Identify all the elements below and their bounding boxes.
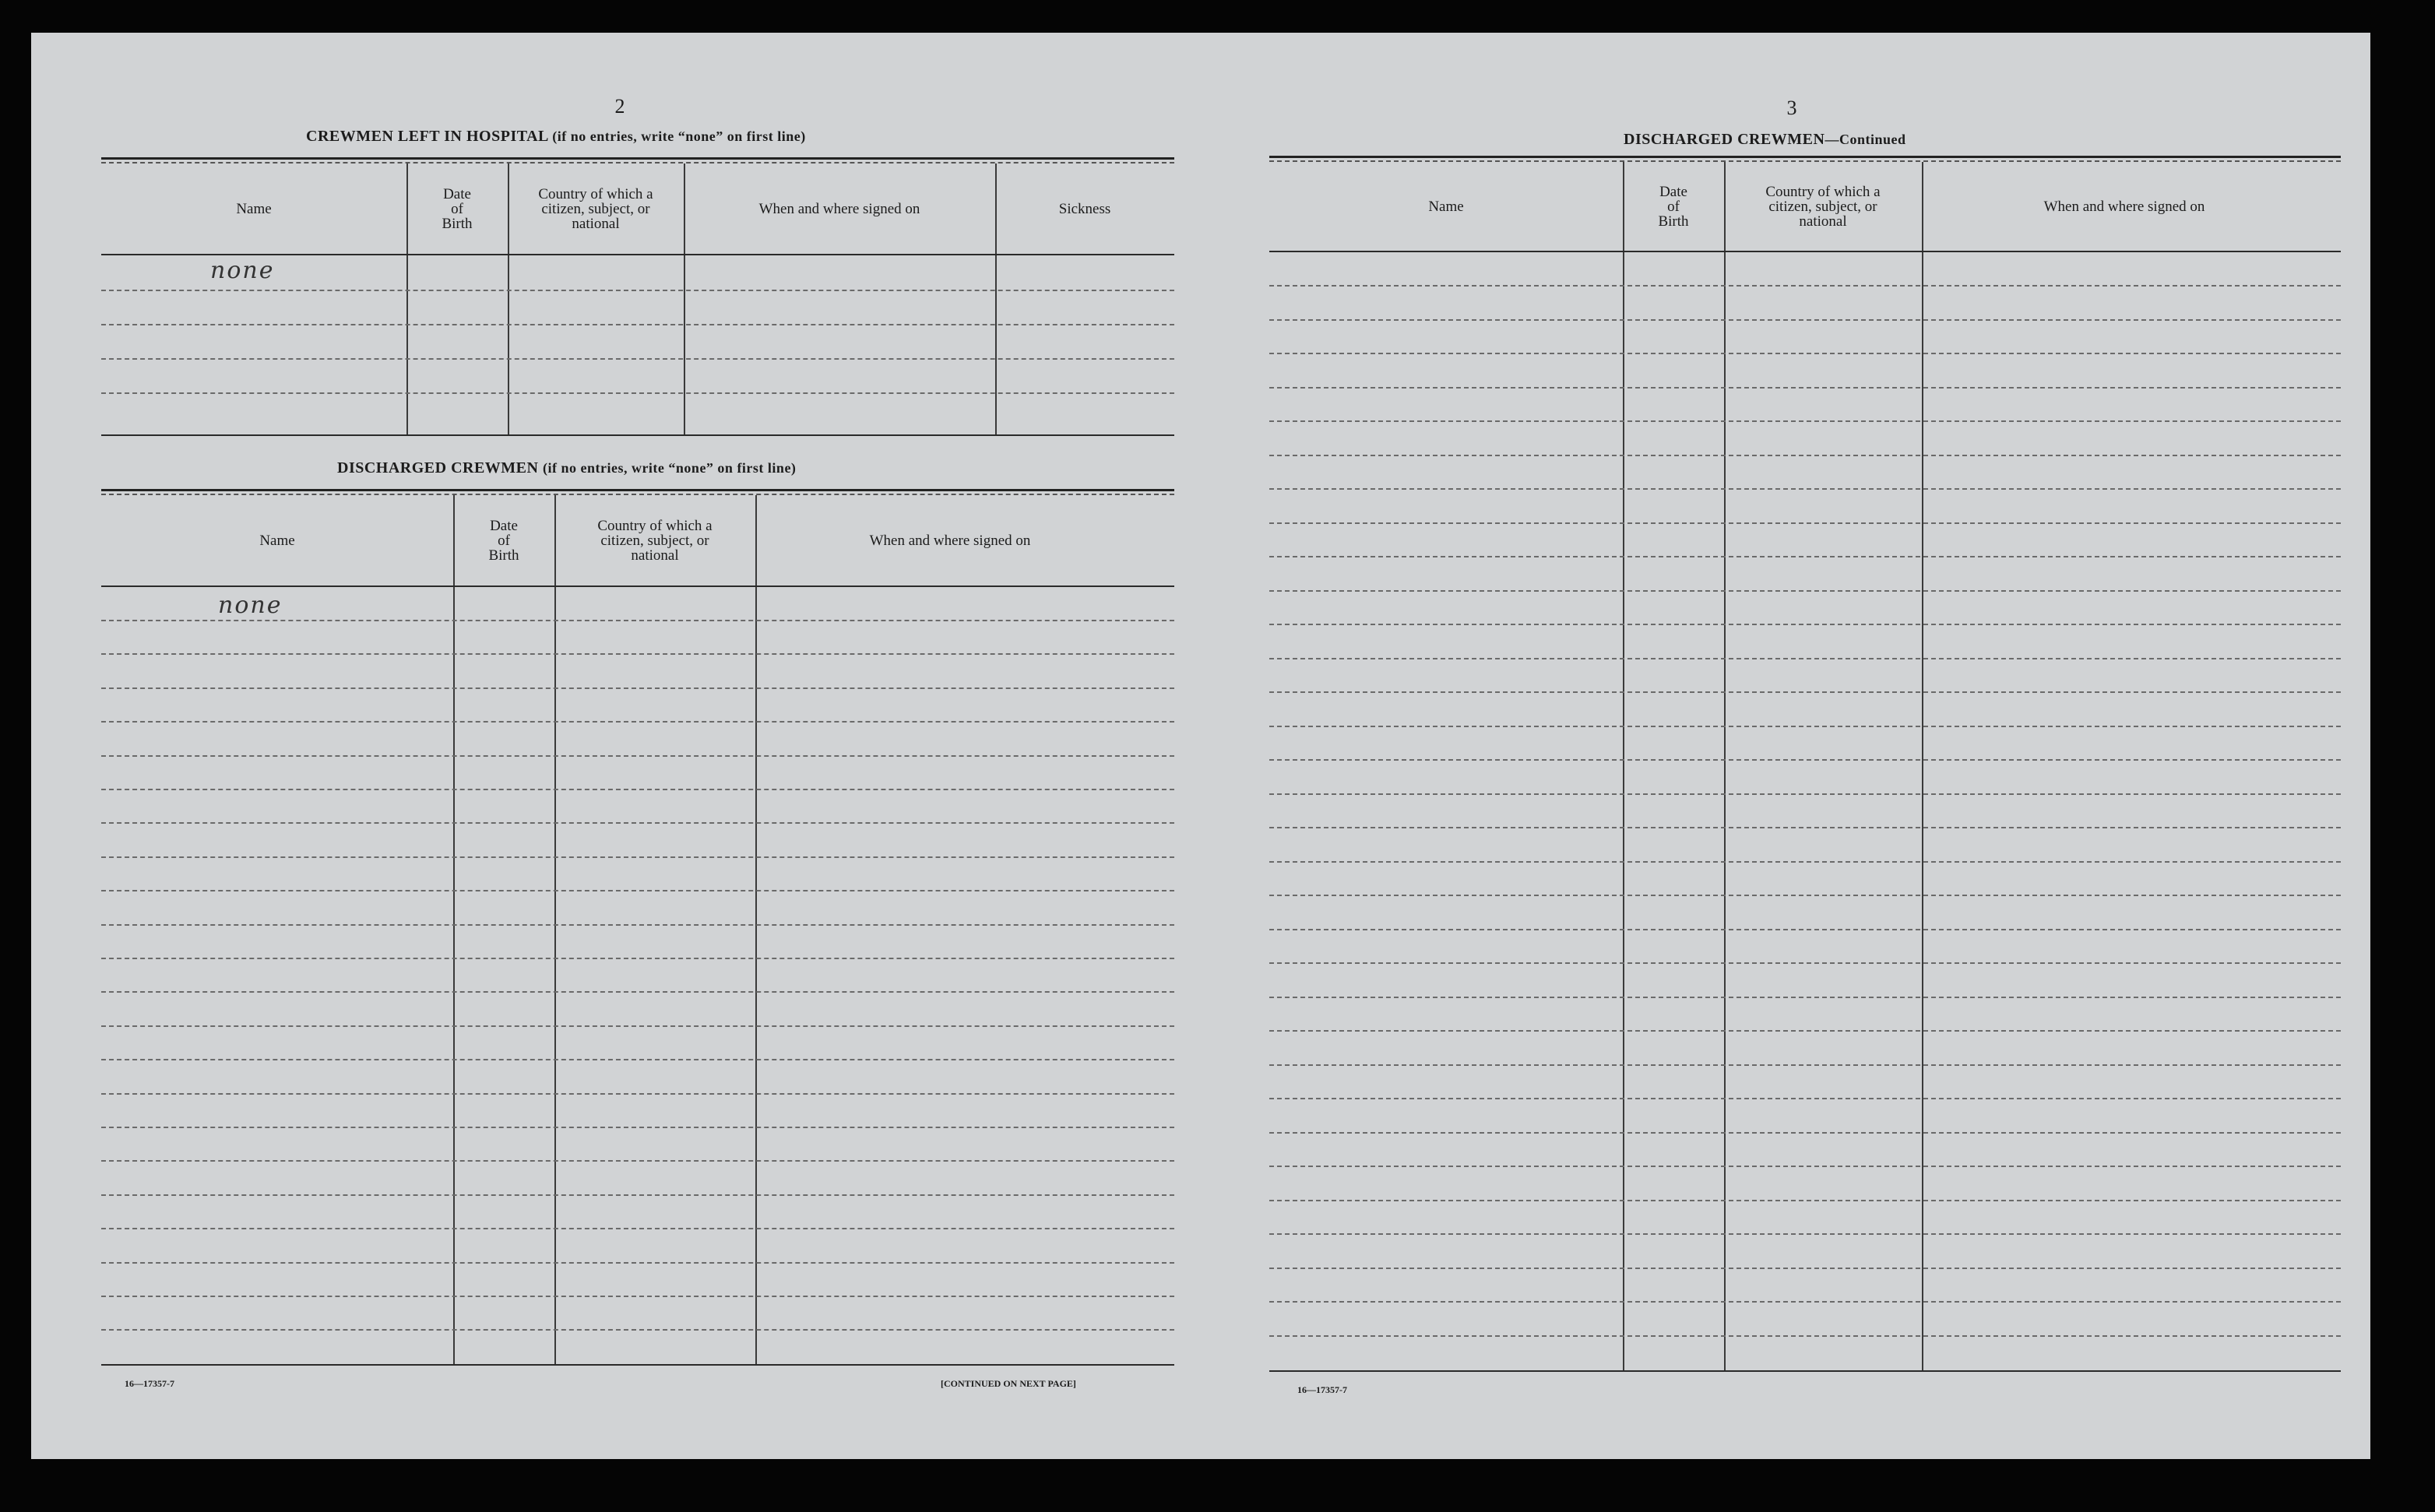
row-line — [1269, 556, 2341, 557]
row-line — [101, 324, 1174, 325]
row-line — [1269, 861, 2341, 863]
column-header-signed-on: When and where signed on — [2043, 198, 2205, 215]
form-number-left: 16—17357-7 — [125, 1378, 174, 1389]
row-line — [101, 1329, 1174, 1331]
row-line — [101, 991, 1174, 993]
page-number-left: 2 — [614, 95, 625, 118]
row-line — [1269, 1233, 2341, 1235]
row-line — [101, 890, 1174, 891]
page-number-right: 3 — [1786, 97, 1797, 119]
row-line — [101, 1160, 1174, 1162]
table-bottom-rule — [101, 434, 1174, 436]
row-line — [101, 755, 1174, 757]
column-divider — [453, 495, 455, 1364]
row-line — [1269, 1335, 2341, 1337]
column-header-name: Name — [1428, 198, 1464, 215]
column-divider — [1724, 162, 1726, 1370]
row-line — [1269, 624, 2341, 625]
column-divider — [1922, 162, 1923, 1370]
column-divider — [755, 495, 757, 1364]
row-line — [1269, 488, 2341, 490]
row-line — [101, 1228, 1174, 1229]
column-header-country: Country of which a citizen, subject, or national — [597, 517, 713, 564]
continued-note: [CONTINUED ON NEXT PAGE] — [941, 1378, 1076, 1389]
header-bottom-rule — [101, 254, 1174, 255]
row-line — [1269, 895, 2341, 896]
row-line — [1269, 1064, 2341, 1066]
row-line — [1269, 726, 2341, 727]
row-line — [1269, 691, 2341, 693]
hospital-section-title — [306, 128, 806, 146]
row-line — [1269, 793, 2341, 795]
handwritten-none-entry: none — [218, 592, 283, 619]
row-line — [1269, 1132, 2341, 1134]
row-line — [101, 1194, 1174, 1196]
right-section-title — [1624, 131, 1906, 149]
discharged-title-text: DISCHARGED CREWMEN — [337, 459, 539, 476]
discharged-top-rule — [101, 489, 1174, 491]
right-top-rule — [1269, 156, 2341, 158]
document-page — [31, 33, 2370, 1459]
column-header-date-of-birth: Date of Birth — [488, 517, 519, 564]
row-line — [101, 1093, 1174, 1095]
row-line — [101, 392, 1174, 394]
row-line — [101, 1059, 1174, 1060]
right-title-suffix: —Continued — [1824, 132, 1906, 147]
row-line — [1269, 285, 2341, 287]
row-line — [1269, 455, 2341, 456]
column-header-name: Name — [236, 200, 272, 217]
row-line — [1269, 929, 2341, 930]
row-line — [1269, 658, 2341, 659]
row-line — [101, 1262, 1174, 1264]
row-line — [1269, 759, 2341, 761]
row-line — [1269, 353, 2341, 354]
row-line — [101, 1296, 1174, 1297]
discharged-instruction: (if no entries, write “none” on first line) — [542, 460, 797, 476]
row-line — [1269, 1166, 2341, 1167]
column-header-signed-on: When and where signed on — [869, 532, 1031, 549]
row-line — [1269, 387, 2341, 389]
column-header-date-of-birth: Date of Birth — [442, 185, 473, 232]
row-line — [101, 822, 1174, 824]
hospital-top-rule — [101, 157, 1174, 160]
row-line — [101, 924, 1174, 926]
row-line — [1269, 962, 2341, 964]
form-number-right: 16—17357-7 — [1297, 1384, 1347, 1395]
row-line — [1269, 1200, 2341, 1201]
table-bottom-rule — [101, 1364, 1174, 1366]
column-header-date-of-birth: Date of Birth — [1658, 183, 1689, 230]
row-line — [101, 653, 1174, 655]
hospital-title-text: CREWMEN LEFT IN HOSPITAL — [306, 128, 548, 145]
column-header-sickness: Sickness — [1058, 200, 1111, 217]
column-header-country: Country of which a citizen, subject, or national — [1765, 183, 1881, 230]
row-line — [101, 1127, 1174, 1128]
row-line — [101, 687, 1174, 689]
row-line — [101, 856, 1174, 858]
row-line — [1269, 827, 2341, 828]
row-line — [1269, 997, 2341, 998]
row-line — [101, 358, 1174, 360]
row-line — [1269, 590, 2341, 592]
row-line — [101, 290, 1174, 291]
hospital-table — [101, 164, 1174, 466]
right-discharged-table — [1269, 162, 2341, 1377]
row-line — [1269, 1098, 2341, 1099]
table-bottom-rule — [1269, 1370, 2341, 1372]
row-line — [1269, 1268, 2341, 1269]
row-line — [101, 789, 1174, 790]
column-header-country: Country of which a citizen, subject, or national — [538, 185, 653, 232]
header-bottom-rule — [101, 585, 1174, 587]
row-line — [1269, 1301, 2341, 1303]
row-line — [101, 620, 1174, 621]
right-title-text: DISCHARGED CREWMEN — [1624, 131, 1825, 148]
handwritten-none-entry: none — [210, 257, 275, 284]
row-line — [1269, 522, 2341, 524]
row-line — [101, 1025, 1174, 1027]
row-line — [101, 958, 1174, 959]
discharged-table — [101, 495, 1174, 1375]
header-bottom-rule — [1269, 251, 2341, 252]
row-line — [1269, 1030, 2341, 1032]
hospital-instruction: (if no entries, write “none” on first line) — [552, 128, 806, 144]
row-line — [101, 721, 1174, 723]
column-divider — [554, 495, 556, 1364]
column-header-signed-on: When and where signed on — [758, 200, 920, 217]
column-divider — [1623, 162, 1624, 1370]
discharged-section-title — [337, 459, 796, 477]
row-line — [1269, 319, 2341, 321]
column-header-name: Name — [259, 532, 295, 549]
row-line — [1269, 420, 2341, 422]
